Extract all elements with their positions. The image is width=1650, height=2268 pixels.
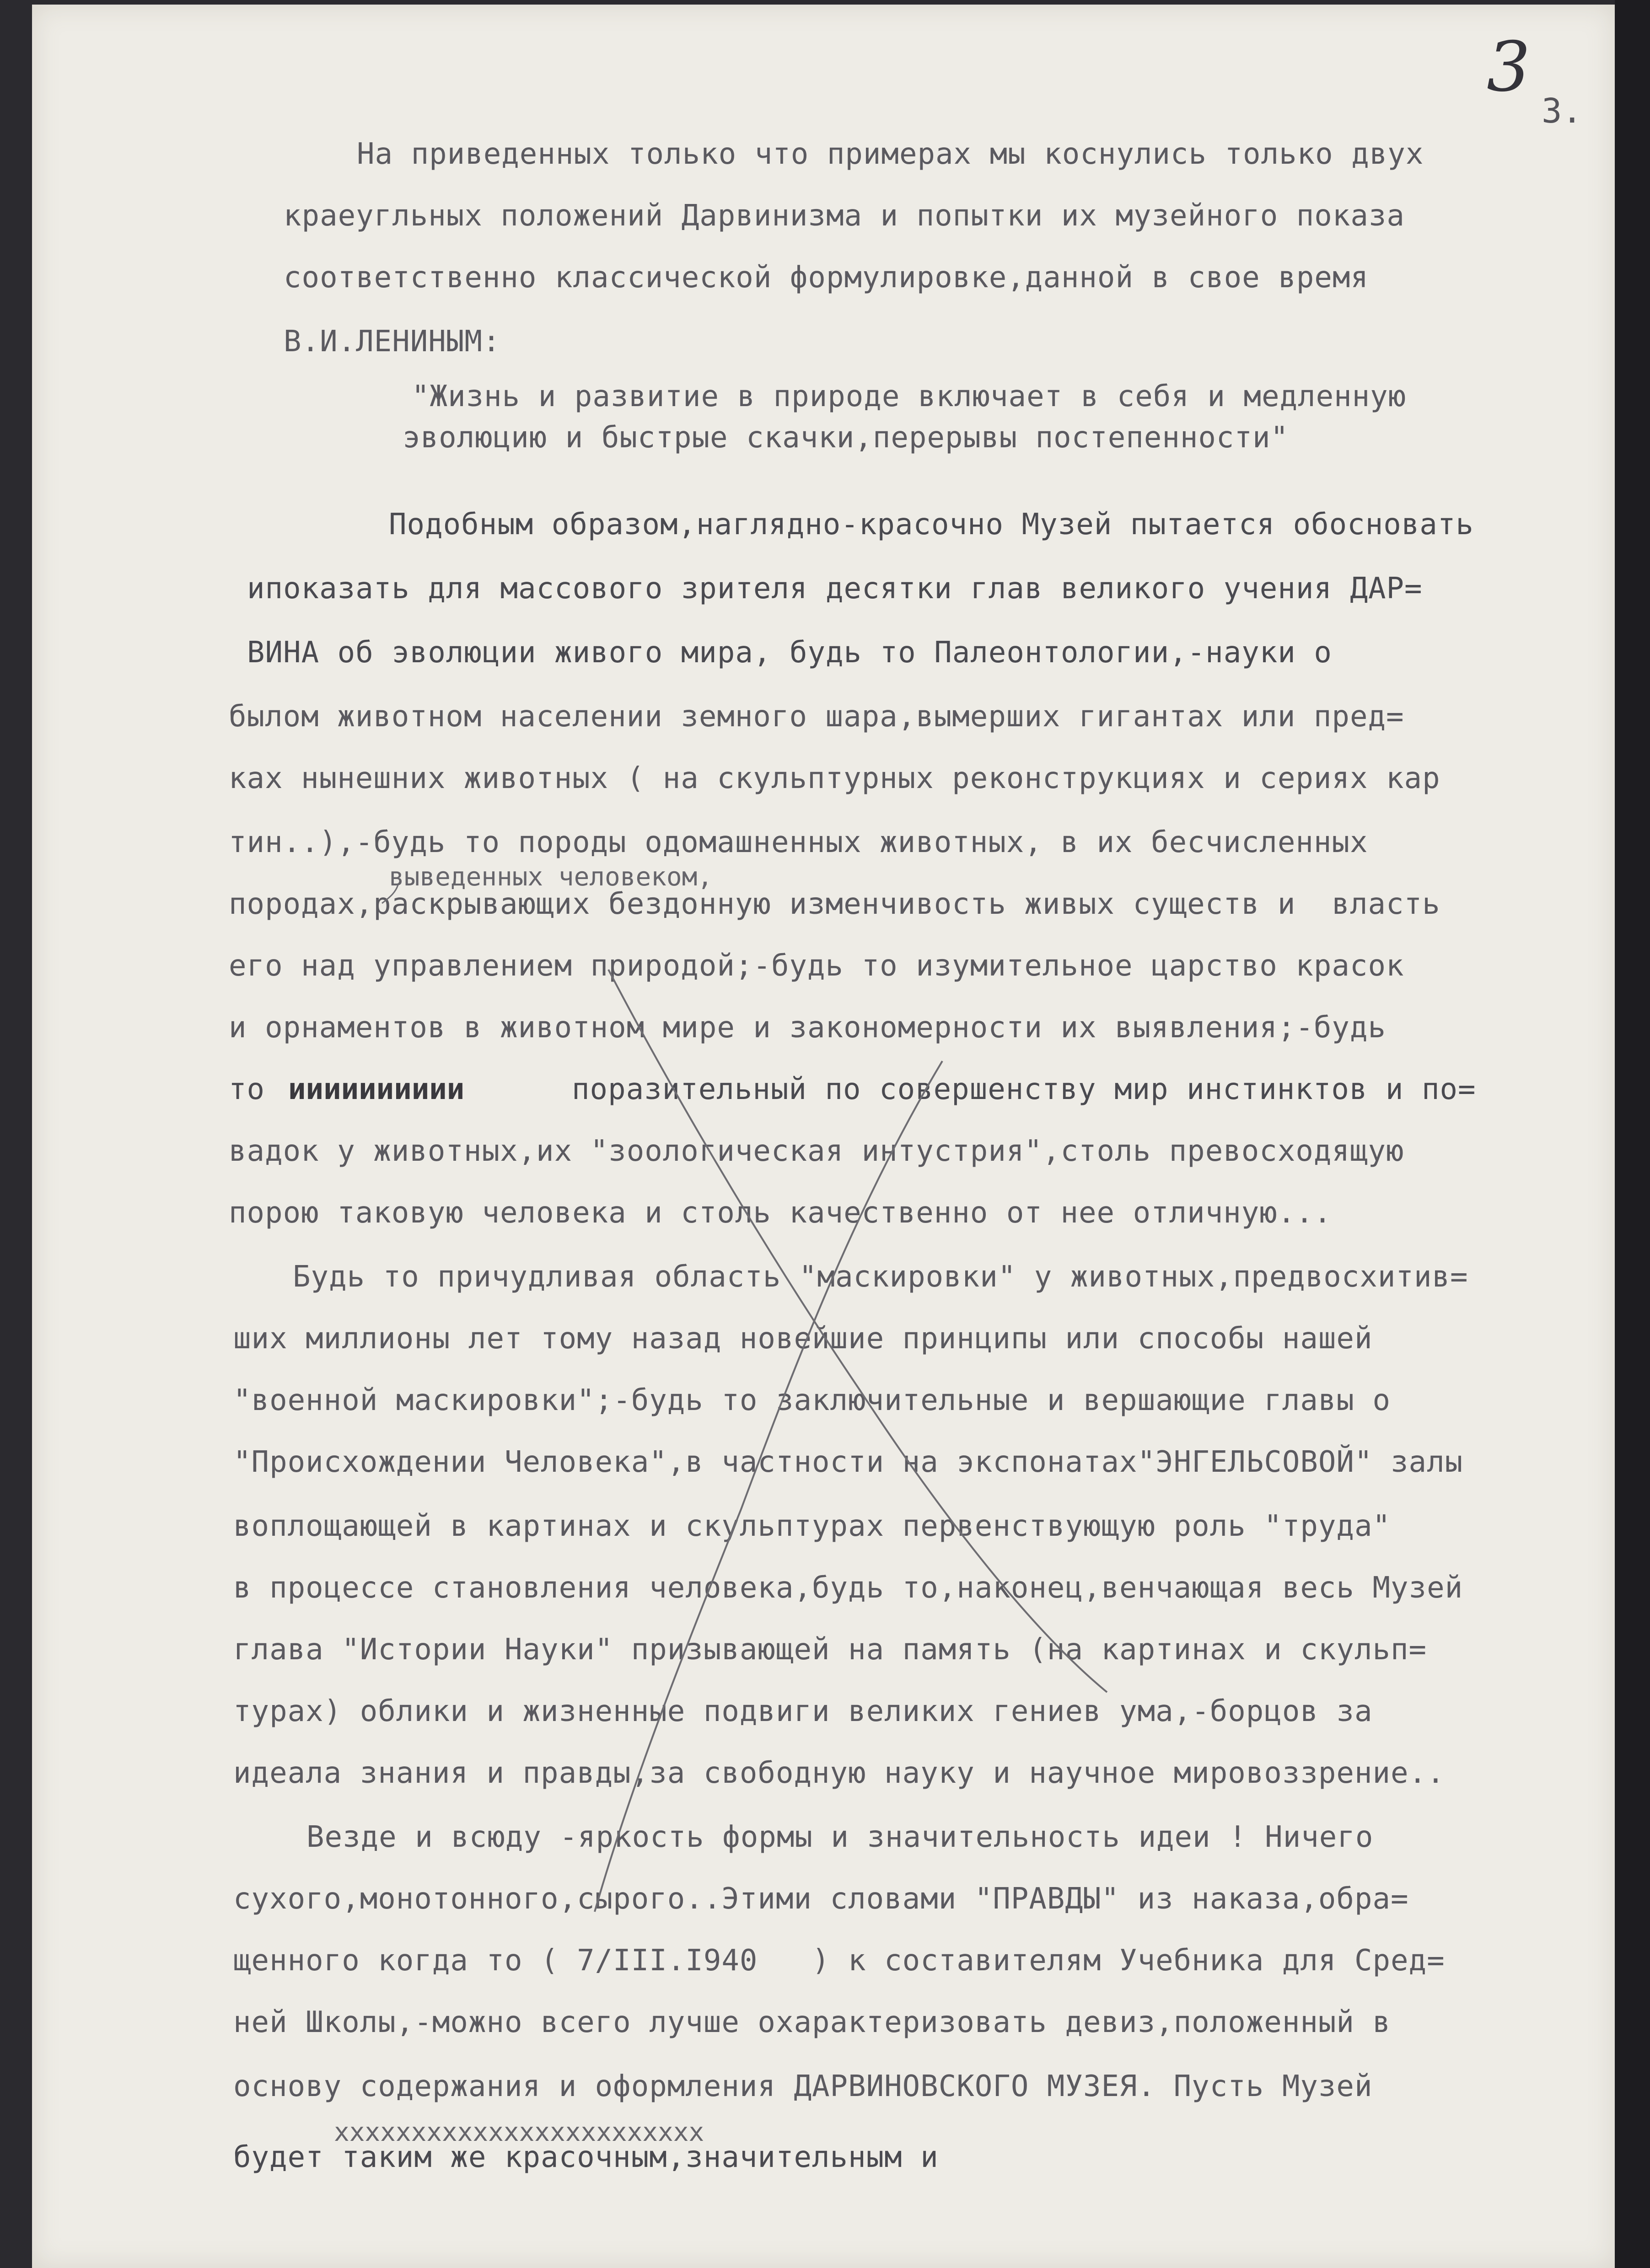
text-line: ВИНА об эволюции живого мира, будь то Палеонтологии,-науки о	[247, 636, 1332, 670]
text-line: На приведенных только что примерах мы коснулись только двух	[357, 137, 1424, 171]
text-line: щенного когда то ( 7/III.I940 ) к составителям Учебника для Сред=	[233, 1944, 1445, 1978]
text-line: вадок у животных,их "зоологическая интустрия",столь превосходящую	[229, 1134, 1404, 1168]
text-line: порою таковую человека и столь качественно от нее отличную...	[229, 1196, 1332, 1230]
text-line: "военной маскировки";-будь то заключительные и вершающие главы о	[233, 1383, 1391, 1417]
text-line: породах,раскрывающих бездонную изменчивость живых существ и власть	[229, 887, 1440, 921]
insertion-caret	[382, 885, 398, 903]
text-line: ках нынешних животных ( на скульптурных реконструкциях и сериях кар	[229, 761, 1440, 795]
text-line: глава "Истории Науки" призывающей на память (на картинах и скульп=	[233, 1633, 1427, 1667]
struck-out-text: xxxxxxxxxxxxxxxxxxxxxxxx	[334, 2118, 704, 2147]
text-line: Будь то причудливая область "маскировки" у животных,предвосхитив=	[293, 1260, 1468, 1294]
text-line: сухого,монотонного,сырого..Этими словами "ПРАВДЫ" из наказа,обра=	[233, 1882, 1409, 1916]
text-line: поразительный по совершенству мир инстинктов и по=	[572, 1072, 1476, 1106]
text-line: его над управлением природой;-будь то изумительное царство красок	[229, 949, 1404, 983]
text-line: в процессе становления человека,будь то,наконец,венчающая весь Музей	[233, 1571, 1463, 1605]
text-line: соответственно классической формулировке,данной в свое время	[284, 261, 1369, 295]
text-line: Подобным образом,наглядно-красочно Музей пытается обосновать	[389, 508, 1474, 542]
text-line: основу содержания и оформления ДАРВИНОВСКОГО МУЗЕЯ. Пусть Музей	[233, 2070, 1373, 2103]
text-line: В.И.ЛЕНИНЫМ:	[284, 325, 501, 359]
typed-page-number: 3.	[1542, 91, 1583, 131]
text-line: идеала знания и правды,за свободную науку и научное мировоззрение..	[233, 1756, 1445, 1790]
cross-stroke	[595, 1061, 942, 1912]
handwritten-insertion: выведенных человеком,	[389, 862, 713, 892]
text-line: краеугльных положений Дарвинизма и попытки их музейного показа	[284, 199, 1405, 233]
text-line: "Происхождении Человека",в частности на экспонатах"ЭНГЕЛЬСОВОЙ" залы	[233, 1445, 1463, 1479]
text-line: и орнаментов в животном мире и закономерности их выявления;-будь	[229, 1011, 1386, 1045]
text-line: турах) облики и жизненные подвиги великих гениев ума,-борцов за	[233, 1694, 1373, 1728]
cross-stroke	[608, 970, 1107, 1692]
text-line: ней Школы,-можно всего лучше охарактеризовать девиз,положенный в	[233, 2005, 1391, 2039]
text-line: тин..),-будь то породы одомашненных животных, в их бесчисленных	[229, 826, 1368, 859]
text-line: ипоказать для массового зрителя десятки глав великого учения ДАР=	[247, 572, 1423, 606]
handwritten-folio-number: 3	[1487, 27, 1531, 107]
quote-line: эволюцию и быстрые скачки,перерывы постепенности"	[403, 421, 1289, 455]
text-line: воплощающей в картинах и скульптурах первенствующую роль "труда"	[233, 1509, 1391, 1543]
text-line: то	[229, 1072, 265, 1106]
text-line: былом животном населении земного шара,вымерших гигантах или пред=	[229, 700, 1404, 734]
quote-line: "Жизнь и развитие в природе включает в себя и медленную	[412, 380, 1407, 413]
struck-out-text: ииииииииии	[288, 1072, 465, 1106]
text-line: будет таким же красочным,значительным и	[233, 2140, 939, 2174]
text-line: Везде и всюду -яркость формы и значительность идеи ! Ничего	[306, 1820, 1374, 1854]
text-line: ших миллионы лет тому назад новейшие принципы или способы нашей	[233, 1322, 1373, 1356]
